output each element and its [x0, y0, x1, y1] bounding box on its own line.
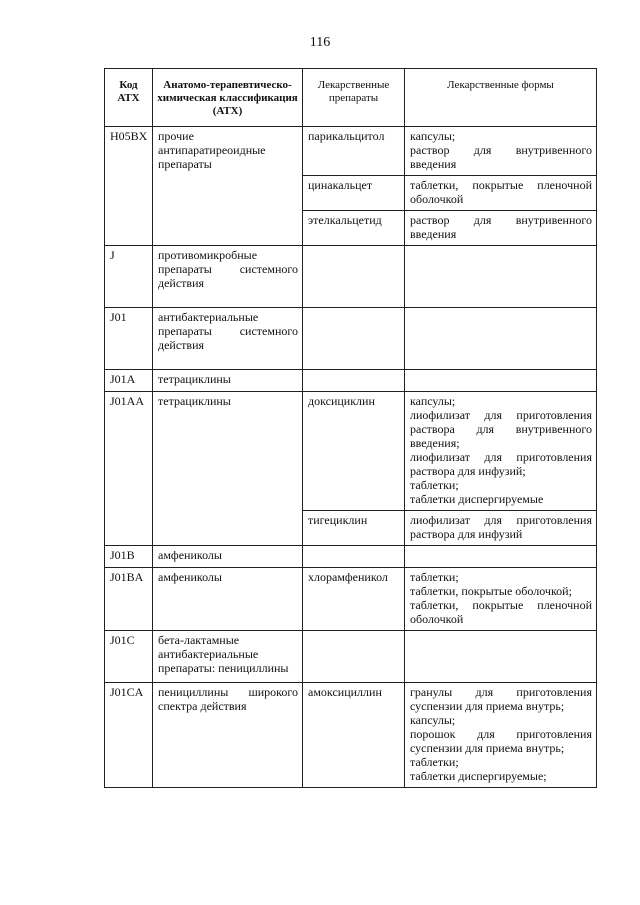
dosage-form-line: суспензии для приема внутрь; — [410, 699, 565, 713]
atx-classification-cell: пенициллины широкого спектра действия — [153, 683, 303, 788]
table-row — [105, 392, 597, 511]
dosage-form-line: таблетки; — [410, 755, 459, 769]
table-row — [105, 631, 597, 683]
dosage-form-line: таблетки диспергируемые — [410, 492, 544, 506]
dosage-form-line: раствор для внутривенного — [410, 143, 592, 157]
dosage-form-line: капсулы; — [410, 129, 456, 143]
header-classification: Анатомо-терапевтическо-химическая классификация (АТХ) — [153, 69, 303, 127]
atx-classification-cell: тетрациклины — [153, 370, 303, 392]
table-row — [105, 568, 597, 631]
atx-classification-cell: прочие антипаратиреоидные препараты — [153, 127, 303, 246]
dosage-form-line: оболочкой — [410, 612, 464, 626]
drug-name-cell: цинакальцет — [303, 176, 405, 211]
dosage-form-line: введения; — [410, 436, 460, 450]
atx-code-cell: J01C — [105, 631, 153, 683]
dosage-form-line: лиофилизат для приготовления — [410, 408, 592, 422]
table-header — [105, 69, 597, 127]
header-forms: Лекарственные формы — [405, 69, 597, 127]
table-row — [105, 127, 597, 176]
dosage-form-line: таблетки диспергируемые; — [410, 769, 547, 783]
dosage-forms-cell — [405, 546, 597, 568]
dosage-form-line: гранулы для приготовления — [410, 685, 592, 699]
table-row — [105, 246, 597, 308]
dosage-form-line: таблетки, покрытые оболочкой; — [410, 584, 572, 598]
dosage-forms-cell — [405, 683, 597, 788]
dosage-form-line: раствора для внутривенного — [410, 422, 592, 436]
table-body — [105, 127, 597, 788]
dosage-forms-cell — [405, 370, 597, 392]
drug-name-cell — [303, 546, 405, 568]
atx-table — [104, 68, 597, 788]
atx-code-cell: H05BX — [105, 127, 153, 246]
dosage-form-line: капсулы; — [410, 394, 456, 408]
dosage-forms-cell — [405, 246, 597, 308]
atx-classification-cell: антибактериальные препараты системного действия — [153, 308, 303, 370]
dosage-forms-cell — [405, 511, 597, 546]
dosage-form-line: капсулы; — [410, 713, 456, 727]
atx-classification-cell: бета-лактамные антибактериальные препараты: пенициллины — [153, 631, 303, 683]
drug-name-cell — [303, 370, 405, 392]
atx-code-cell: J01A — [105, 370, 153, 392]
dosage-form-line: лиофилизат для приготовления — [410, 513, 592, 527]
dosage-form-line: раствора для инфузий — [410, 527, 523, 541]
header-drugs: Лекарственные препараты — [303, 69, 405, 127]
dosage-form-line: таблетки, покрытые пленочной — [410, 598, 592, 612]
dosage-form-line: лиофилизат для приготовления — [410, 450, 592, 464]
atx-code-cell: J01AA — [105, 392, 153, 546]
dosage-forms-cell — [405, 211, 597, 246]
dosage-forms-cell — [405, 127, 597, 176]
drug-name-cell: амоксициллин — [303, 683, 405, 788]
drug-name-cell: тигециклин — [303, 511, 405, 546]
table-row — [105, 370, 597, 392]
dosage-forms-cell — [405, 631, 597, 683]
header-code: Код АТХ — [105, 69, 153, 127]
table-row — [105, 546, 597, 568]
dosage-form-line: таблетки; — [410, 478, 459, 492]
drug-name-cell — [303, 246, 405, 308]
drug-name-cell: доксициклин — [303, 392, 405, 511]
dosage-form-line: раствор для внутривенного — [410, 213, 592, 227]
dosage-form-line: оболочкой — [410, 192, 464, 206]
drug-name-cell: парикальцитол — [303, 127, 405, 176]
dosage-form-line: введения — [410, 227, 457, 241]
atx-code-cell: J01BA — [105, 568, 153, 631]
drug-name-cell — [303, 631, 405, 683]
dosage-form-line: суспензии для приема внутрь; — [410, 741, 565, 755]
dosage-forms-cell — [405, 392, 597, 511]
dosage-form-line: раствора для инфузий; — [410, 464, 526, 478]
dosage-forms-cell — [405, 568, 597, 631]
atx-classification-cell: противомикробные препараты системного действия — [153, 246, 303, 308]
atx-code-cell: J01 — [105, 308, 153, 370]
page-number: 116 — [309, 35, 331, 50]
dosage-form-line: введения — [410, 157, 457, 171]
atx-code-cell: J01B — [105, 546, 153, 568]
table-row — [105, 683, 597, 788]
atx-code-cell: J — [105, 246, 153, 308]
table-row — [105, 308, 597, 370]
atx-classification-cell: амфениколы — [153, 546, 303, 568]
dosage-form-line: таблетки, покрытые пленочной — [410, 178, 592, 192]
dosage-forms-cell — [405, 176, 597, 211]
drug-name-cell — [303, 308, 405, 370]
dosage-forms-cell — [405, 308, 597, 370]
dosage-form-line: порошок для приготовления — [410, 727, 592, 741]
dosage-form-line: таблетки; — [410, 570, 459, 584]
atx-classification-cell: тетрациклины — [153, 392, 303, 546]
drug-name-cell: этелкальцетид — [303, 211, 405, 246]
atx-code-cell: J01CA — [105, 683, 153, 788]
drug-name-cell: хлорамфеникол — [303, 568, 405, 631]
atx-classification-cell: амфениколы — [153, 568, 303, 631]
